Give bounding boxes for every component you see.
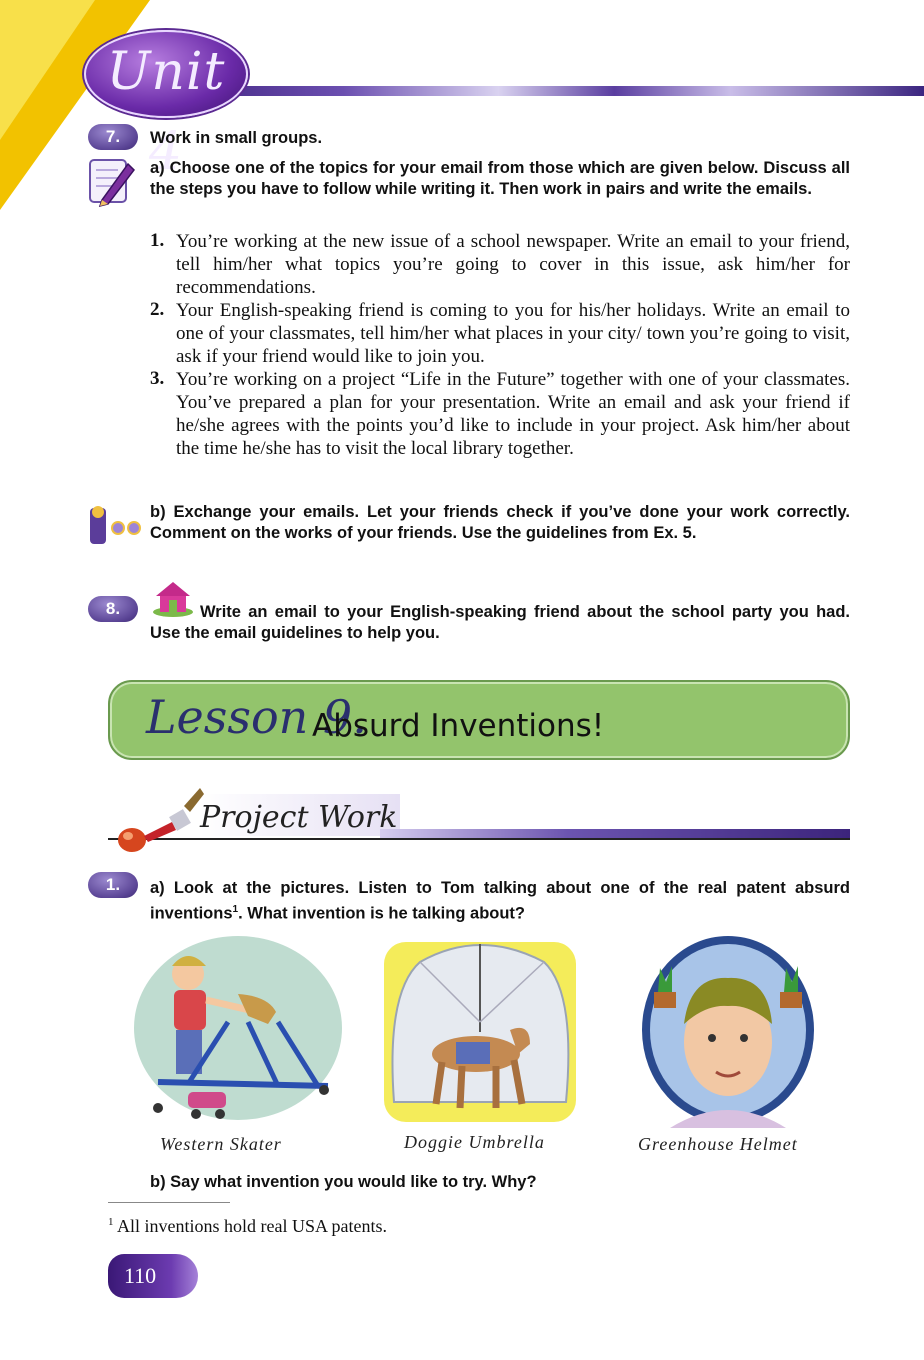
exercise-7-instruction: Work in small groups. [150, 129, 323, 147]
topic-list [150, 230, 850, 460]
topic-item [150, 299, 850, 368]
footnote-rule [108, 1202, 230, 1203]
footnote [108, 1216, 387, 1237]
western-skater-image [128, 932, 350, 1132]
topic-text: Your English-speaking friend is coming to you for his/her holidays. Write an email to one of your classmates, tell him/her what places in your city/ town you’re going to visit, ask if your friend would like to join you. [176, 300, 850, 367]
exercise-7-part-a: a) Choose one of the topics for your email from those which are given below. Discuss all the steps you have to follow while writing it. Then work in pairs and write the emails. [150, 159, 850, 198]
footnote-text: All inventions hold real USA patents. [117, 1216, 387, 1236]
corner-decoration-light [0, 0, 95, 140]
exercise-1-part-a [150, 878, 850, 925]
topic-text: You’re working at the new issue of a school newspaper. Write an email to your friend, tell him/her what topics you’re going to cover in this issue, ask him/her for recommendations. [176, 231, 850, 298]
exercise-1-number: 1. [88, 872, 138, 898]
pair-work-icon [88, 504, 144, 546]
project-work-label: Project Work [200, 800, 398, 835]
lesson-title: Absurd Inventions! [312, 708, 605, 744]
topic-number: 2. [150, 299, 165, 320]
header-bar [150, 86, 924, 96]
caption-doggie-umbrella: Doggie Umbrella [404, 1132, 545, 1152]
caption-western-skater: Western Skater [160, 1134, 282, 1154]
exercise-7-part-b: b) Exchange your emails. Let your friends check if you’ve done your work correctly. Comment on the works of your friends. Use the guidelines from Ex. 5. [150, 503, 850, 542]
exercise-8-text: Write an email to your English-speaking friend about the school party you had. Use the email guidelines to help you. [150, 603, 850, 642]
exercise-8-number: 8. [88, 596, 138, 622]
exercise-1-part-b: b) Say what invention you would like to try. Why? [150, 1173, 537, 1191]
unit-label: Unit 4 [106, 42, 226, 182]
exercise-1-part-a-text-end: . What invention is he talking about? [238, 904, 525, 923]
page-number: 110 [108, 1254, 198, 1298]
footnote-mark: 1 [232, 904, 239, 915]
exercise-1-part-a-text: a) Look at the pictures. Listen to Tom talking about one of the real patent absurd inventions [150, 879, 850, 923]
project-work-line [108, 838, 850, 840]
caption-greenhouse-helmet: Greenhouse Helmet [638, 1134, 798, 1154]
exercise-7-number: 7. [88, 124, 138, 150]
pencil-icon [88, 156, 136, 208]
topic-text: You’re working on a project “Life in the Future” together with one of your classmates. You’ve prepared a plan for your presentation. Write an email and ask your friend if he/she agrees with the points you’d like to include in your project. Ask him/her about the time he/she has to visit the local library together. [176, 369, 850, 459]
lesson-number: Lesson 9. [146, 690, 367, 744]
paint-brush-icon [110, 784, 206, 856]
topic-item [150, 368, 850, 460]
footnote-number: 1 [108, 1216, 114, 1228]
topic-number: 3. [150, 368, 165, 389]
topic-number: 1. [150, 230, 165, 251]
greenhouse-helmet-image [630, 932, 826, 1128]
topic-item [150, 230, 850, 299]
doggie-umbrella-image [380, 932, 580, 1128]
